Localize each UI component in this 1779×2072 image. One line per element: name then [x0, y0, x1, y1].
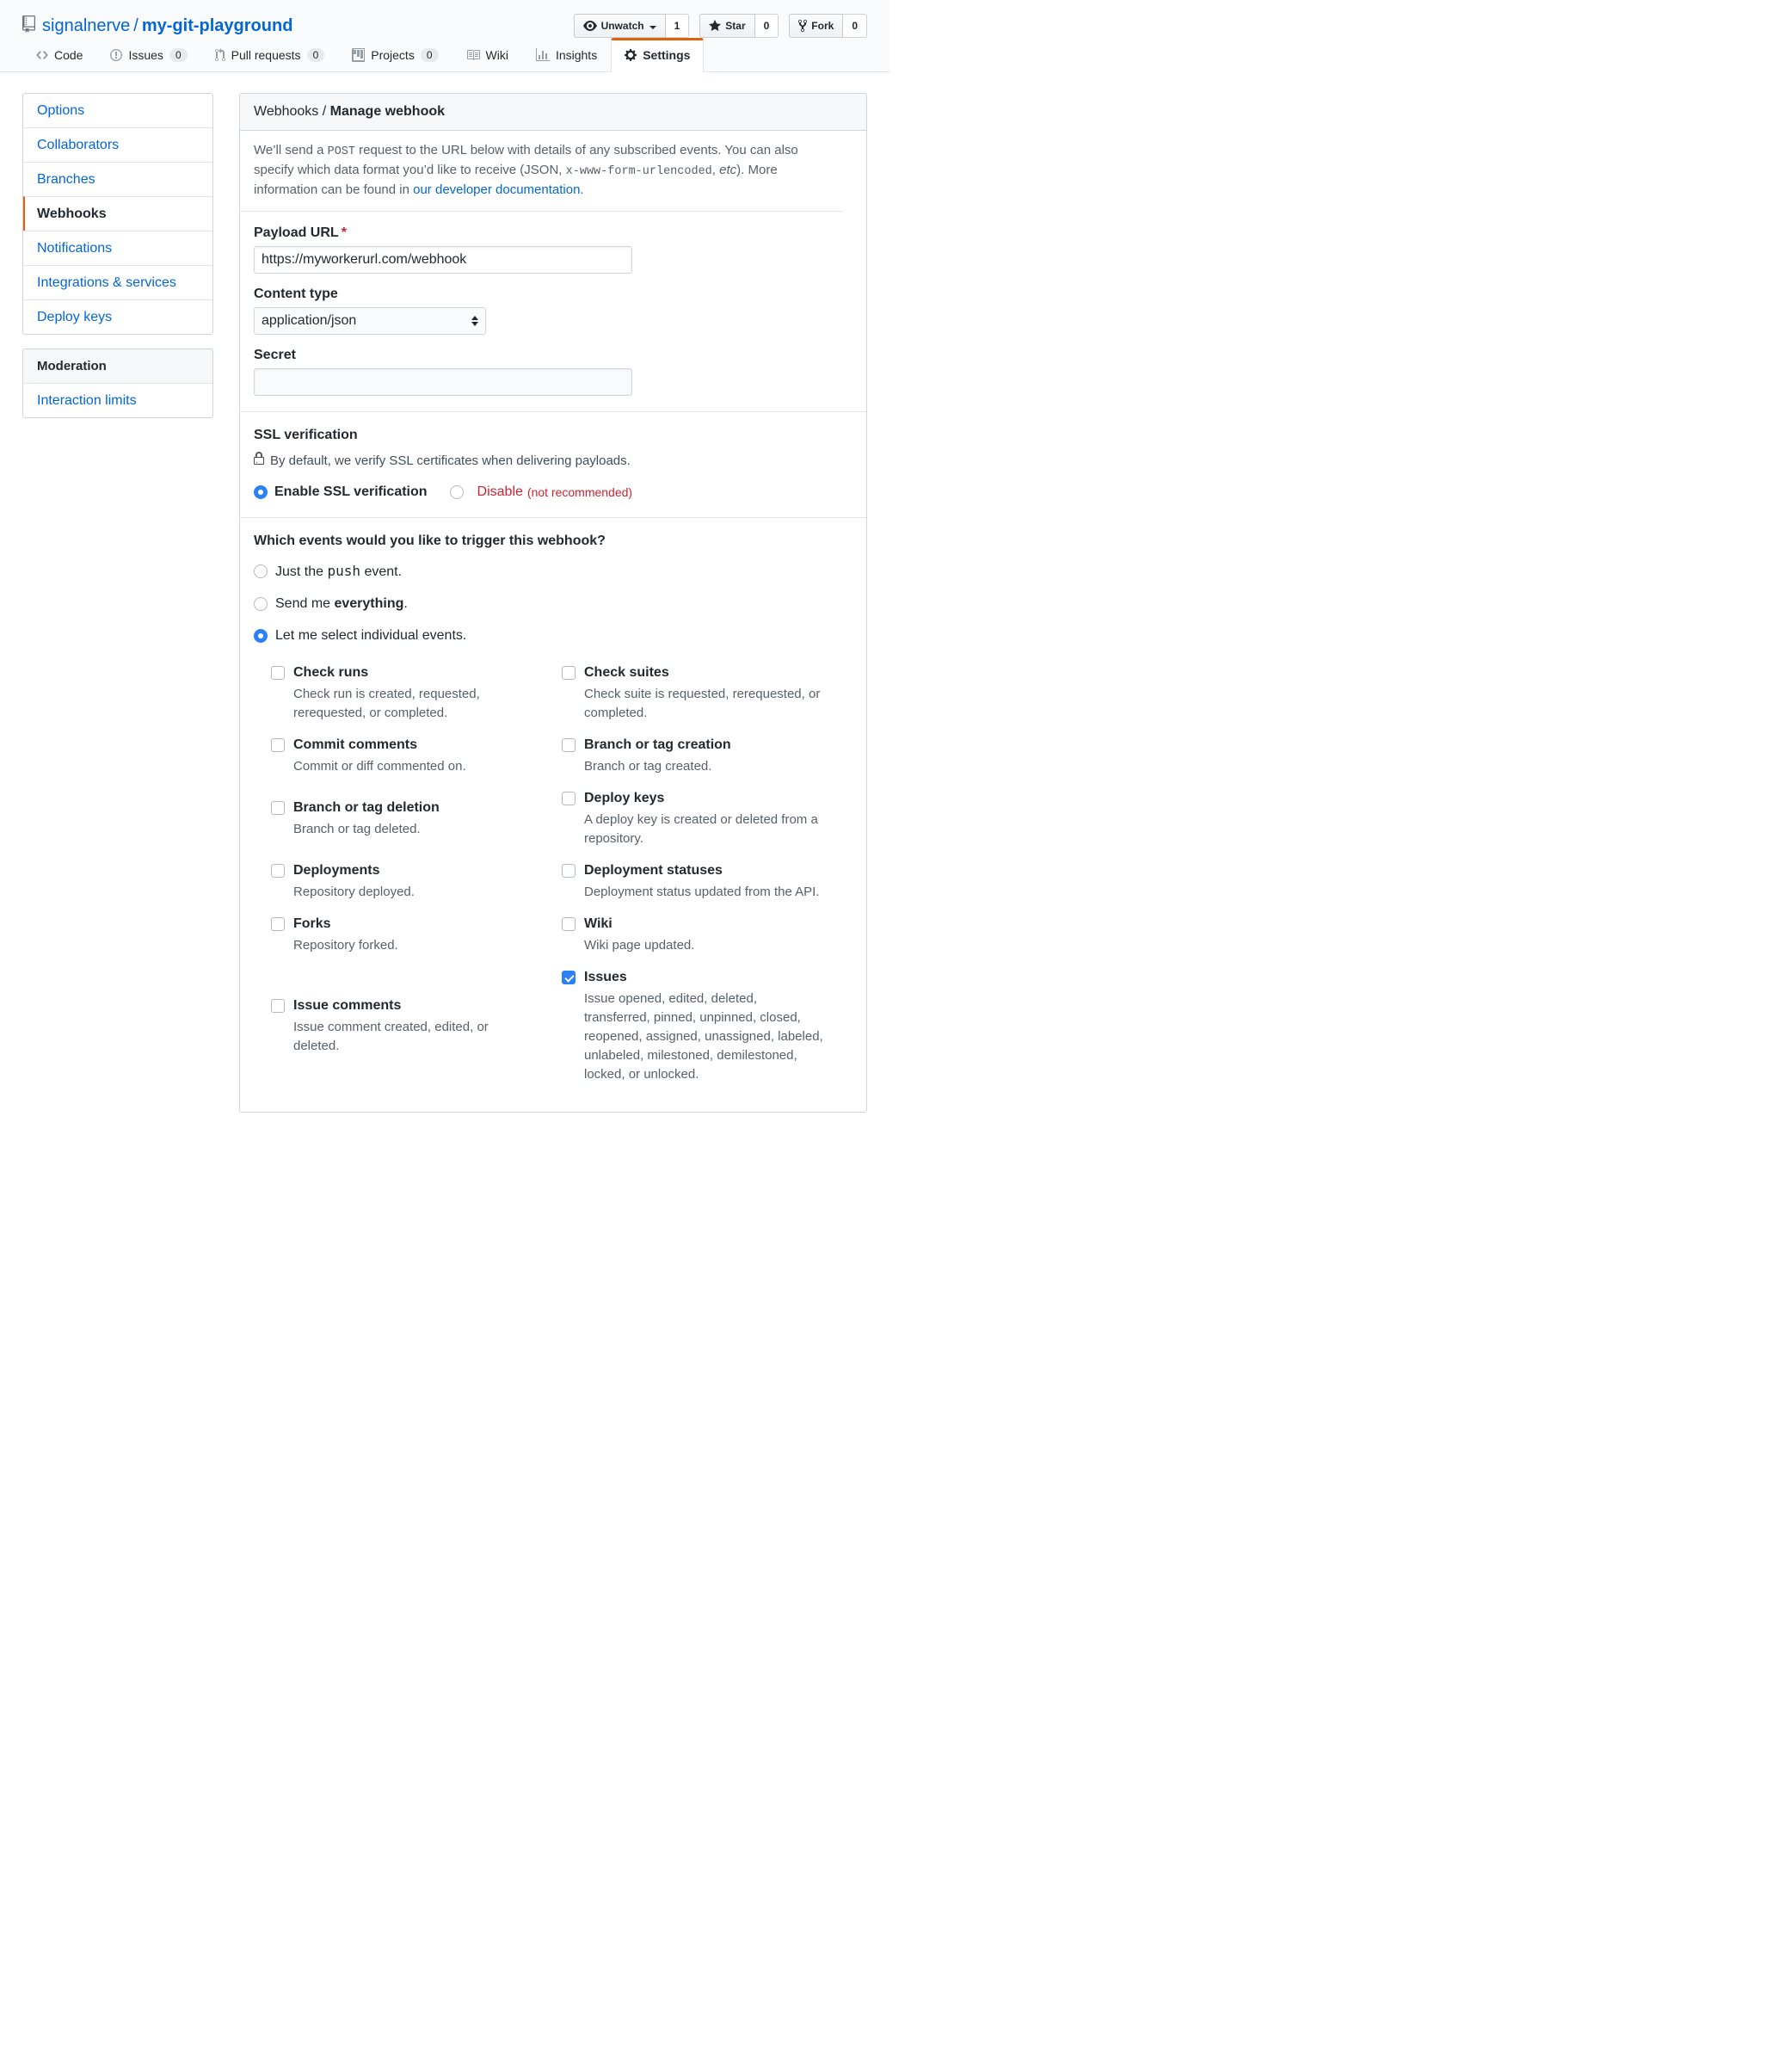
ssl-enable-radio[interactable] [254, 485, 268, 499]
content-type-value: application/json [262, 313, 357, 328]
unwatch-button[interactable] [574, 14, 666, 38]
ssl-disable-radio[interactable] [450, 485, 464, 499]
checkbox-row [271, 969, 853, 1084]
repo-icon [22, 15, 35, 33]
repo-owner-link[interactable]: signalnerve [42, 15, 131, 35]
checkbox-branch-or-tag-creation[interactable] [562, 738, 576, 752]
select-caret-icon [471, 316, 478, 326]
checkbox-check-suites[interactable] [562, 666, 576, 680]
webhook-form-section [240, 212, 866, 412]
unwatch-count[interactable]: 1 [666, 14, 690, 38]
pull-request-icon [215, 48, 225, 62]
ssl-heading: SSL verification [254, 428, 358, 442]
checkbox-row [271, 790, 853, 848]
gear-icon [625, 48, 637, 62]
tab-label: Settings [643, 48, 691, 62]
checkbox-issue-comments[interactable] [271, 999, 285, 1013]
text-span: x-www-form-urlencoded [565, 165, 712, 178]
button-label: Unwatch [600, 20, 644, 32]
event-option-row [254, 563, 853, 580]
webhook-panel [239, 93, 867, 1113]
event-label: Wiki [584, 916, 612, 931]
event-description: Wiki page updated. [584, 938, 695, 953]
page-header [0, 0, 890, 72]
required-asterisk: * [341, 225, 347, 240]
settings-sidebar [22, 93, 213, 418]
event-label: Commit comments [293, 737, 418, 752]
webhook-intro [240, 131, 842, 212]
ssl-note: By default, we verify SSL certificates when delivering payloads. [270, 453, 631, 468]
checkbox-branch-or-tag-deletion[interactable] [271, 801, 285, 815]
event-label: Issues [584, 970, 627, 984]
repo-forked-icon [798, 19, 807, 33]
text-span: , [711, 163, 720, 177]
sidebar-item-branches[interactable]: Branches [23, 162, 212, 196]
tab-wiki[interactable] [452, 38, 522, 71]
event-checkbox-item [562, 790, 853, 848]
event-checkbox-item [271, 862, 562, 902]
content-type-label: Content type [254, 287, 338, 301]
event-option-label [275, 628, 466, 644]
event-description: Issue opened, edited, deleted, transferred, pinned, unpinned, closed, reopened, assigned, unassigned, labeled, unlabeled, milestoned, demilestoned, locked, or unlocked. [584, 991, 823, 1082]
repo-separator: / [133, 15, 139, 35]
ssl-enable-label: Enable SSL verification [274, 484, 428, 499]
tab-label: Issues [128, 48, 163, 62]
tab-counter: 0 [307, 48, 325, 62]
event-checkbox-item [271, 664, 562, 723]
event-checkbox-item [562, 737, 853, 776]
events-heading: Which events would you like to trigger this webhook? [254, 533, 606, 548]
event-label: Check suites [584, 665, 669, 680]
tab-label: Insights [555, 48, 598, 62]
event-description: Check run is created, requested, rerequested, or completed. [293, 687, 480, 720]
event-description: A deploy key is created or deleted from a repository. [584, 812, 818, 846]
ssl-section [240, 412, 866, 518]
event-checkbox-item [562, 969, 853, 1084]
tab-settings[interactable] [611, 38, 704, 72]
button-label: Fork [811, 20, 834, 32]
repo-tabs [22, 38, 867, 71]
sidebar-item-interaction-limits[interactable]: Interaction limits [37, 393, 137, 408]
checkbox-row [271, 737, 853, 776]
star-button-group [699, 14, 779, 38]
event-description: Issue comment created, edited, or deleted. [293, 1020, 489, 1053]
event-option-label [275, 596, 408, 612]
event-option-row [254, 628, 853, 644]
text-span: Let me select individual events. [275, 628, 467, 643]
event-label: Branch or tag deletion [293, 800, 440, 815]
text-span: POST [327, 145, 356, 158]
event-description: Branch or tag deleted. [293, 822, 421, 836]
sidebar-item-deploy-keys[interactable]: Deploy keys [23, 299, 212, 334]
tab-issues[interactable] [96, 38, 200, 71]
tab-label: Pull requests [231, 48, 301, 62]
lock-icon [254, 452, 264, 469]
ssl-disable-note: (not recommended) [526, 485, 633, 499]
developer-documentation-link[interactable]: our developer documentation [413, 182, 581, 197]
event-label: Deployment statuses [584, 863, 723, 878]
insights-icon [536, 48, 550, 62]
code-icon [36, 48, 48, 62]
tab-counter: 0 [421, 48, 439, 62]
moderation-header: Moderation [23, 349, 212, 384]
tab-counter: 0 [169, 48, 188, 62]
text-span: push [327, 563, 361, 579]
event-label: Branch or tag creation [584, 737, 731, 752]
fork-count[interactable]: 0 [843, 14, 867, 38]
text-span: ). More information can be found in [254, 163, 778, 197]
event-checkbox-item [271, 997, 562, 1056]
event-checkbox-item [271, 916, 562, 955]
event-label: Forks [293, 916, 331, 931]
event-description: Branch or tag created. [584, 759, 712, 774]
event-label: Check runs [293, 665, 369, 680]
tab-insights[interactable] [522, 38, 611, 71]
star-count[interactable]: 0 [755, 14, 779, 38]
event-checkbox-item [271, 737, 562, 776]
caret-down-icon [649, 26, 656, 33]
button-label: Star [725, 20, 746, 32]
checkbox-forks[interactable] [271, 917, 285, 931]
checkbox-commit-comments[interactable] [271, 738, 285, 752]
payload-url-input[interactable] [254, 246, 632, 274]
secret-label: Secret [254, 348, 296, 362]
event-option-radio-1[interactable] [254, 597, 268, 611]
fork-button[interactable] [789, 14, 843, 38]
tab-code[interactable] [22, 38, 96, 71]
fork-button-group [789, 14, 867, 38]
wiki-icon [466, 48, 480, 62]
breadcrumb-current: Manage webhook [329, 104, 446, 119]
event-checkbox-item [562, 916, 853, 955]
event-option-radio-0[interactable] [254, 564, 268, 578]
ssl-disable-label: Disable [477, 484, 523, 499]
text-span: everything [334, 596, 404, 611]
payload-url-label: Payload URL * [254, 225, 347, 240]
text-span: Just the [275, 564, 328, 579]
events-section [240, 518, 866, 1112]
tab-label: Projects [371, 48, 415, 62]
event-checkbox-grid [271, 664, 853, 1084]
star-button[interactable] [699, 14, 754, 38]
moderation-menu [22, 348, 213, 418]
event-checkbox-item [271, 799, 562, 839]
checkbox-check-runs[interactable] [271, 666, 285, 680]
repo-name-link[interactable]: my-git-playground [141, 15, 293, 35]
eye-icon [583, 19, 597, 33]
settings-menu [22, 93, 213, 335]
secret-input[interactable] [254, 368, 632, 396]
text-span: Send me [275, 596, 335, 611]
sidebar-item-webhooks[interactable]: Webhooks [23, 196, 212, 231]
lock-icon [254, 452, 264, 466]
issue-icon [110, 48, 122, 62]
checkbox-deployment-statuses[interactable] [562, 864, 576, 878]
event-description: Deployment status updated from the API. [584, 885, 820, 899]
checkbox-issues[interactable] [562, 971, 576, 984]
tab-label: Wiki [485, 48, 508, 62]
repo-actions [574, 14, 867, 38]
event-checkbox-item [562, 862, 853, 902]
event-option-radio-2[interactable] [254, 629, 268, 643]
event-description: Repository forked. [293, 938, 398, 953]
checkbox-row [271, 664, 853, 723]
event-checkbox-item [562, 664, 853, 723]
event-label: Deployments [293, 863, 380, 878]
event-label: Issue comments [293, 998, 402, 1013]
unwatch-button-group [574, 14, 690, 38]
text-span: . [403, 596, 408, 611]
breadcrumb [240, 94, 866, 131]
tab-label: Code [54, 48, 83, 62]
tab-projects[interactable] [338, 38, 452, 71]
content-type-select[interactable] [254, 307, 486, 335]
sidebar-item-collaborators[interactable]: Collaborators [23, 127, 212, 162]
sidebar-item-integrations-services[interactable]: Integrations & services [23, 265, 212, 299]
text-span: . [580, 182, 584, 197]
text-span: request to the URL below with details of any subscribed events. You can also specify which data format you’d like to receive (JSON, [254, 143, 798, 177]
sidebar-item-options[interactable]: Options [37, 103, 85, 118]
checkbox-row [271, 916, 853, 955]
text-span: etc [719, 163, 737, 177]
checkbox-deployments[interactable] [271, 864, 285, 878]
text-span: event. [360, 564, 403, 579]
repo-icon [22, 15, 35, 38]
tab-pull-requests[interactable] [201, 38, 339, 71]
checkbox-wiki[interactable] [562, 917, 576, 931]
projects-icon [352, 48, 365, 62]
breadcrumb-section: Webhooks [254, 104, 319, 119]
breadcrumb-separator: / [318, 104, 330, 119]
event-label: Deploy keys [584, 791, 665, 805]
event-description: Check suite is requested, rerequested, or completed. [584, 687, 821, 720]
checkbox-deploy-keys[interactable] [562, 792, 576, 805]
event-option-row [254, 596, 853, 612]
event-option-label [275, 563, 402, 580]
star-icon [709, 19, 721, 33]
sidebar-item-notifications[interactable]: Notifications [23, 231, 212, 265]
checkbox-row [271, 862, 853, 902]
repo-title [22, 14, 292, 38]
event-description: Commit or diff commented on. [293, 759, 466, 774]
text-span: We’ll send a [254, 143, 328, 157]
event-description: Repository deployed. [293, 885, 415, 899]
